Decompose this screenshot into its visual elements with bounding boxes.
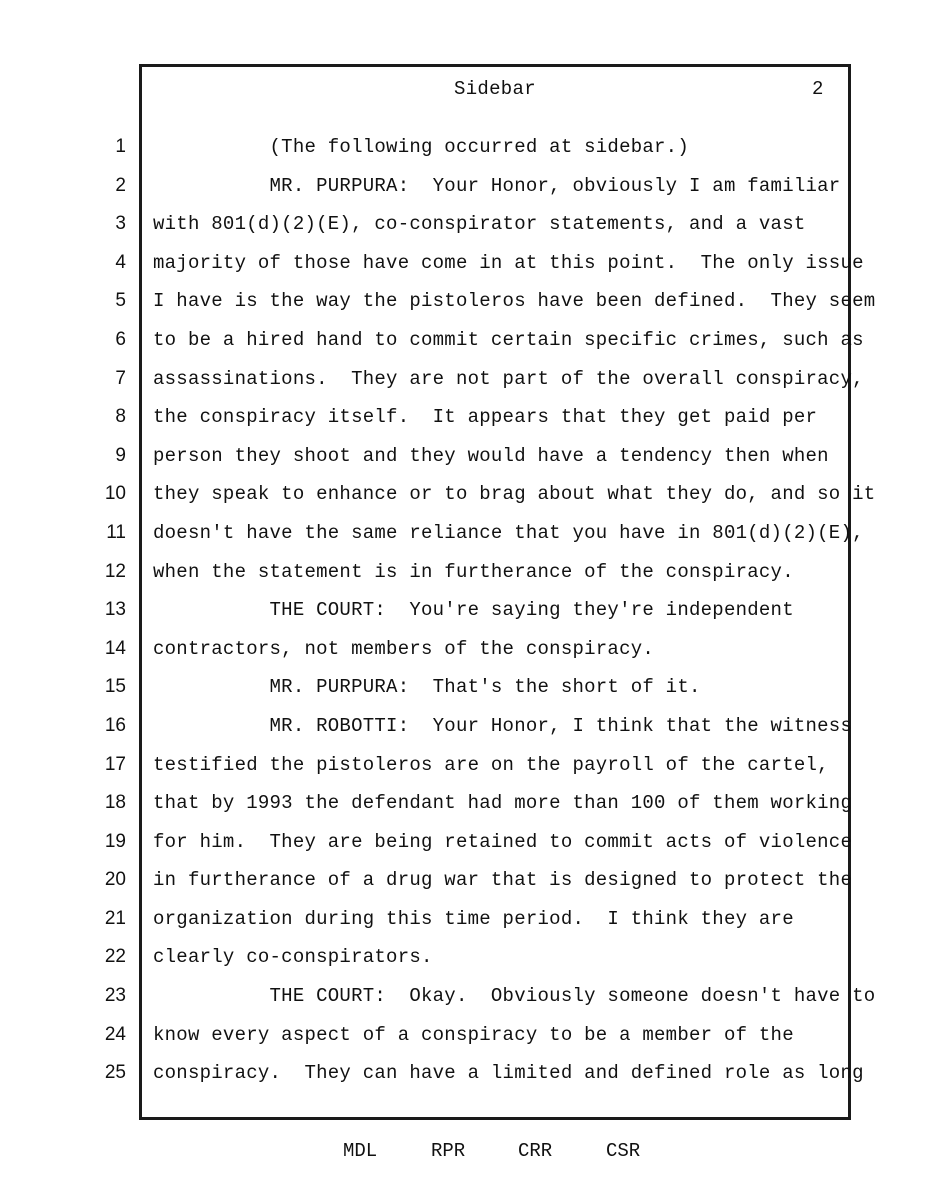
transcript-body [153, 136, 876, 1101]
line-number: 3 [115, 213, 126, 235]
transcript-line: assassinations. They are not part of the overall conspiracy, [153, 367, 864, 390]
transcript-line: doesn't have the same reliance that you have in 801(d)(2)(E), [153, 521, 864, 544]
line-number: 15 [104, 676, 126, 698]
line-number-column [96, 136, 126, 1101]
line-number: 23 [104, 985, 126, 1007]
line-number: 9 [115, 444, 126, 466]
credential-crr: CRR [518, 1140, 553, 1162]
line-number: 11 [106, 521, 126, 543]
line-number: 12 [104, 560, 126, 582]
credential-mdl: MDL [343, 1140, 378, 1162]
line-number: 1 [115, 136, 126, 157]
line-number: 2 [115, 174, 126, 196]
line-number: 22 [104, 946, 126, 968]
line-number: 13 [104, 599, 126, 621]
line-number: 6 [115, 328, 126, 350]
line-number: 8 [115, 406, 126, 428]
page-title: Sidebar [454, 78, 536, 100]
line-number: 14 [104, 637, 126, 659]
transcript-line: majority of those have come in at this point. The only issue [153, 251, 864, 274]
line-number: 19 [104, 830, 126, 852]
transcript-line: that by 1993 the defendant had more than 100 of them working [153, 792, 853, 815]
transcript-line: know every aspect of a conspiracy to be a member of the [153, 1023, 794, 1046]
transcript-line: conspiracy. They can have a limited and defined role as long [153, 1062, 864, 1085]
line-number: 21 [104, 907, 126, 929]
line-number: 10 [104, 483, 126, 505]
transcript-line: testified the pistoleros are on the payroll of the cartel, [153, 753, 829, 776]
line-number: 7 [115, 367, 126, 389]
transcript-line: they speak to enhance or to brag about what they do, and so it [153, 483, 876, 506]
line-number: 4 [115, 251, 126, 273]
transcript-line: person they shoot and they would have a tendency then when [153, 444, 829, 467]
transcript-line: organization during this time period. I think they are [153, 907, 794, 930]
line-number: 24 [104, 1023, 126, 1045]
line-number: 5 [115, 290, 126, 312]
transcript-line: in furtherance of a drug war that is designed to protect the [153, 869, 853, 892]
transcript-line: MR. PURPURA: That's the short of it. [153, 676, 701, 699]
transcript-line: with 801(d)(2)(E), co-conspirator statements, and a vast [153, 213, 806, 236]
transcript-line: I have is the way the pistoleros have been defined. They seem [153, 290, 876, 313]
page-number: 2 [812, 78, 824, 100]
transcript-line: when the statement is in furtherance of the conspiracy. [153, 560, 794, 583]
transcript-line: the conspiracy itself. It appears that they get paid per [153, 406, 818, 429]
line-number: 20 [104, 869, 126, 891]
transcript-line: THE COURT: You're saying they're independent [153, 599, 794, 622]
line-number: 16 [104, 714, 126, 736]
transcript-line: MR. PURPURA: Your Honor, obviously I am familiar [153, 174, 841, 197]
transcript-line: (The following occurred at sidebar.) [153, 136, 689, 158]
transcript-line: MR. ROBOTTI: Your Honor, I think that the witness [153, 714, 853, 737]
transcript-line: contractors, not members of the conspiracy. [153, 637, 655, 660]
transcript-line: THE COURT: Okay. Obviously someone doesn't have to [153, 985, 876, 1008]
credential-rpr: RPR [431, 1140, 466, 1162]
credential-csr: CSR [606, 1140, 641, 1162]
transcript-line: clearly co-conspirators. [153, 946, 433, 969]
transcript-line: for him. They are being retained to commit acts of violence [153, 830, 853, 853]
transcript-line: to be a hired hand to commit certain specific crimes, such as [153, 328, 864, 351]
line-number: 18 [104, 792, 126, 814]
line-number: 25 [104, 1062, 126, 1084]
line-number: 17 [104, 753, 126, 775]
